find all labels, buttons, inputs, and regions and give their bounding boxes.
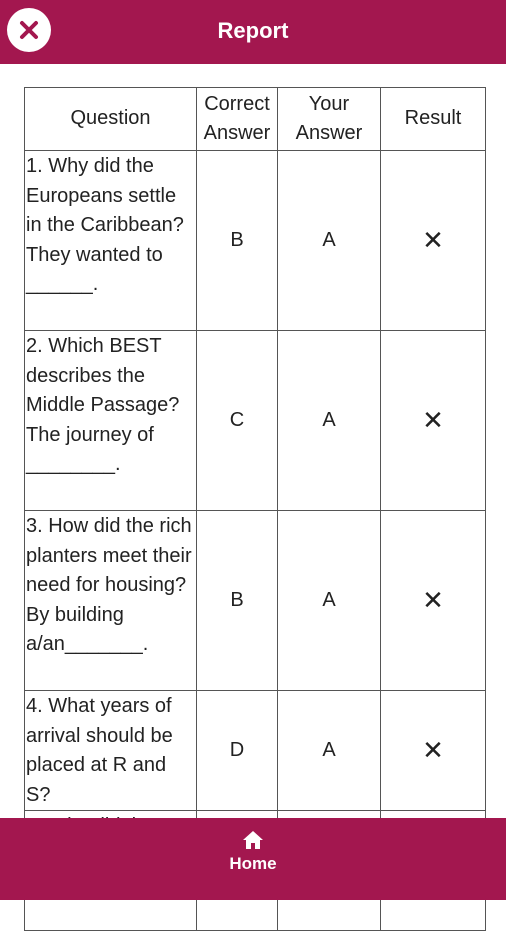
correct-answer-cell: B (197, 511, 278, 691)
question-cell: 3. How did the rich planters meet their need for housing? By building a/an_______. (25, 511, 197, 691)
result-cross-icon: ✕ (381, 331, 486, 511)
your-answer-cell: A (278, 331, 381, 511)
question-cell: 2. Which BEST describes the Middle Passage? The journey of ________. (25, 331, 197, 511)
your-answer-cell: A (278, 691, 381, 811)
your-answer-cell: A (278, 511, 381, 691)
page-title: Report (217, 18, 289, 43)
app-header (0, 0, 506, 64)
table-row (25, 511, 486, 691)
correct-answer-cell: C (197, 331, 278, 511)
column-header-question: Question (25, 88, 197, 151)
column-header-result: Result (381, 88, 486, 151)
table-header-row (25, 88, 486, 151)
bottom-nav (0, 818, 506, 900)
result-cross-icon: ✕ (381, 511, 486, 691)
result-cross-icon: ✕ (381, 151, 486, 331)
question-cell: 1. Why did the Europeans settle in the Caribbean? They wanted to ______. (25, 151, 197, 331)
home-button[interactable] (213, 830, 293, 890)
table-row (25, 151, 486, 331)
column-header-correct-answer: Correct Answer (197, 88, 278, 151)
home-icon (242, 830, 264, 850)
result-cross-icon: ✕ (381, 691, 486, 811)
correct-answer-cell: D (197, 691, 278, 811)
report-content[interactable] (0, 64, 506, 818)
your-answer-cell: A (278, 151, 381, 331)
correct-answer-cell: B (197, 151, 278, 331)
home-label: Home (229, 854, 277, 873)
table-row (25, 331, 486, 511)
question-cell: 4. What years of arrival should be placed at R and S? (25, 691, 197, 811)
report-table (24, 87, 486, 931)
column-header-your-answer: Your Answer (278, 88, 381, 151)
table-row (25, 691, 486, 811)
